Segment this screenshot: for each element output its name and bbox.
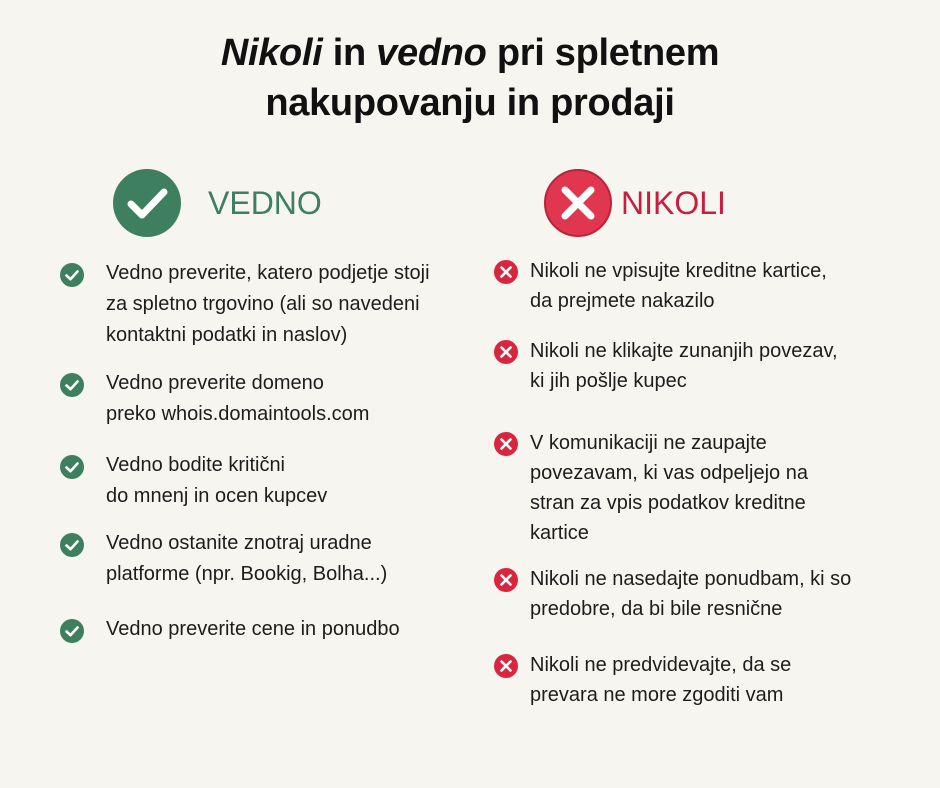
vedno-header <box>112 168 322 238</box>
item-text: Vedno preverite, katero podjetje stoji za spletno trgovino (ali so navedeni kontaktni podatki in naslov) <box>106 262 430 346</box>
title-text: pri spletnem <box>486 32 720 74</box>
list-item <box>494 564 900 624</box>
item-text: Vedno preverite cene in ponudbo <box>106 618 400 640</box>
list-item <box>60 450 476 512</box>
item-text: V komunikaciji ne zaupajte povezavam, ki vas odpeljejo na stran za vpis podatkov kreditne kartice <box>530 432 808 544</box>
x-circle-icon <box>543 168 613 238</box>
list-item <box>60 614 476 645</box>
title-emphasis-vedno: vedno <box>376 32 487 74</box>
item-text: Vedno ostanite znotraj uradne platforme (npr. Bookig, Bolha...) <box>106 532 388 585</box>
x-circle-icon <box>494 260 518 284</box>
x-circle-icon <box>494 654 518 678</box>
check-circle-icon <box>60 373 84 397</box>
list-item <box>494 256 900 316</box>
page-title <box>0 28 940 128</box>
x-circle-icon <box>494 340 518 364</box>
title-line-1 <box>0 28 940 78</box>
item-text: Vedno bodite kritični do mnenj in ocen kupcev <box>106 454 328 507</box>
list-item <box>494 336 900 396</box>
nikoli-label: NIKOLI <box>621 184 726 221</box>
title-line-2: nakupovanju in prodaji <box>265 82 675 124</box>
list-item <box>60 528 476 590</box>
check-circle-icon <box>60 619 84 643</box>
item-text: Nikoli ne vpisujte kreditne kartice, da prejmete nakazilo <box>530 260 827 312</box>
list-item <box>494 650 900 710</box>
title-emphasis-nikoli: Nikoli <box>220 32 323 74</box>
list-item <box>60 258 476 351</box>
list-item <box>60 368 476 430</box>
check-circle-icon <box>60 263 84 287</box>
x-circle-icon <box>494 568 518 592</box>
item-text: Nikoli ne klikajte zunanjih povezav, ki jih pošlje kupec <box>530 340 838 392</box>
check-circle-icon <box>112 168 182 238</box>
nikoli-header <box>543 168 726 238</box>
title-text: in <box>322 32 377 74</box>
check-circle-icon <box>60 533 84 557</box>
item-text: Vedno preverite domeno preko whois.domaintools.com <box>106 372 370 425</box>
list-item <box>494 428 900 548</box>
vedno-label: VEDNO <box>208 184 322 221</box>
item-text: Nikoli ne nasedajte ponudbam, ki so predobre, da bi bile resnične <box>530 568 852 620</box>
item-text: Nikoli ne predvidevajte, da se prevara ne more zgoditi vam <box>530 654 792 706</box>
check-circle-icon <box>60 455 84 479</box>
x-circle-icon <box>494 432 518 456</box>
